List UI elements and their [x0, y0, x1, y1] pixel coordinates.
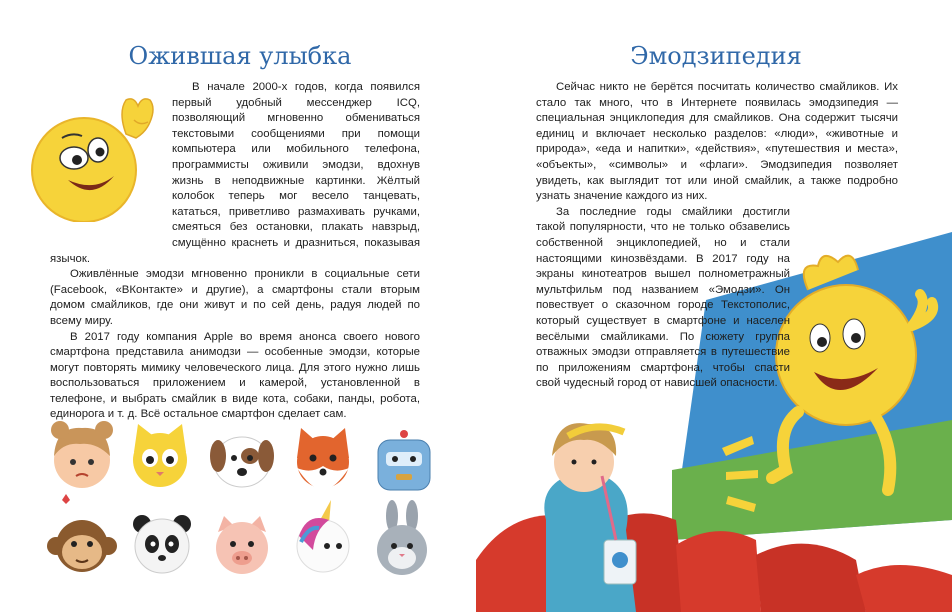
right-page: [476, 0, 952, 612]
animoji-grid-illustration: [40, 420, 460, 600]
dog-animoji-icon: [210, 437, 274, 487]
robot-animoji-icon: [378, 430, 430, 490]
pig-animoji-icon: [216, 516, 268, 574]
left-paragraph-2: Оживлённые эмодзи мгновенно проникли в социальные сети (Facebook, «ВКонтакте» и другие), а смартфоны стали вторым домом смайликов, где они живут и по сей день, радуя людей по всему миру.: [50, 268, 420, 327]
right-paragraph-2: За последние годы смайлики достигли такой популярности, что не только обзавелись собственной энциклопедией, но и стали настоящими кинозвёздами. В 2017 году на экраны кинотеатров вышел полнометражный мультфильм под названием «Эмодзи». Он повествует о сказочном городе Текстополис, который существует в смартфоне и населен весёлыми смайликами. По сюжету группа отважных эмодзи отправляется в путешествие по приложениям смартфона, чтобы спасти свой чудесный город от нависшей опасности.: [536, 205, 790, 390]
rabbit-animoji-icon: [377, 500, 427, 575]
left-paragraph-1: В начале 2000-х годов, когда появился первый удобный мессенджер ICQ, позволяющий мгновенно обмениваться текстовыми сообщениями при помощи компьютера или мобильного телефона, программисты оживили эмодзи, вдохнув жизнь в неподвижные картинки. Жёлтый колобок теперь мог весело танцевать, кататься, приветливо размахивать ручками, смеяться без остановки, плакать навзрыд, смущённо краснеть и дразниться, показывая язычок.: [50, 81, 420, 265]
unicorn-animoji-icon: [297, 500, 349, 572]
cat-animoji-icon: [133, 424, 187, 487]
left-body-text: [50, 80, 420, 423]
left-page-title: Ожившая улыбка: [128, 42, 352, 70]
right-body-text: [536, 80, 898, 453]
right-paragraph-1: Сейчас никто не берётся посчитать количество смайликов. Их стало так много, что в Интернете появилась эмодзипедия — специальная энциклопедия для смайликов. Она содержит тысячи единиц и включает несколько разделов: «люди», «животные и природа», «еда и напитки», «действия», «путешествия и места», «объекты», «символы» и «флаги». Эмодзипедия позволяет увидеть, как выглядит тот или иной смайлик, а также подробно узнать значение каждого из них.: [536, 81, 898, 203]
fox-animoji-icon: [297, 428, 349, 489]
text-wrap-spacer-right: [790, 253, 898, 453]
left-paragraph-3: В 2017 году компания Apple во время анонса своего нового смартфона представила анимодзи — особенные эмодзи, которые могут повторять мимику человеческого лица. Для этого нужно лишь воспользоваться приложением и камерой, установленной в телефоне, и выбрать смайлик в виде кота, собаки, панды, робота, единорога и т. д. Всё остальное смартфон сделает сам.: [50, 330, 420, 421]
right-page-title: Эмодзипедия: [630, 42, 802, 70]
girl-animoji-icon: [51, 421, 113, 504]
monkey-animoji-icon: [47, 520, 117, 572]
text-wrap-spacer: [50, 80, 172, 246]
panda-animoji-icon: [133, 515, 191, 573]
